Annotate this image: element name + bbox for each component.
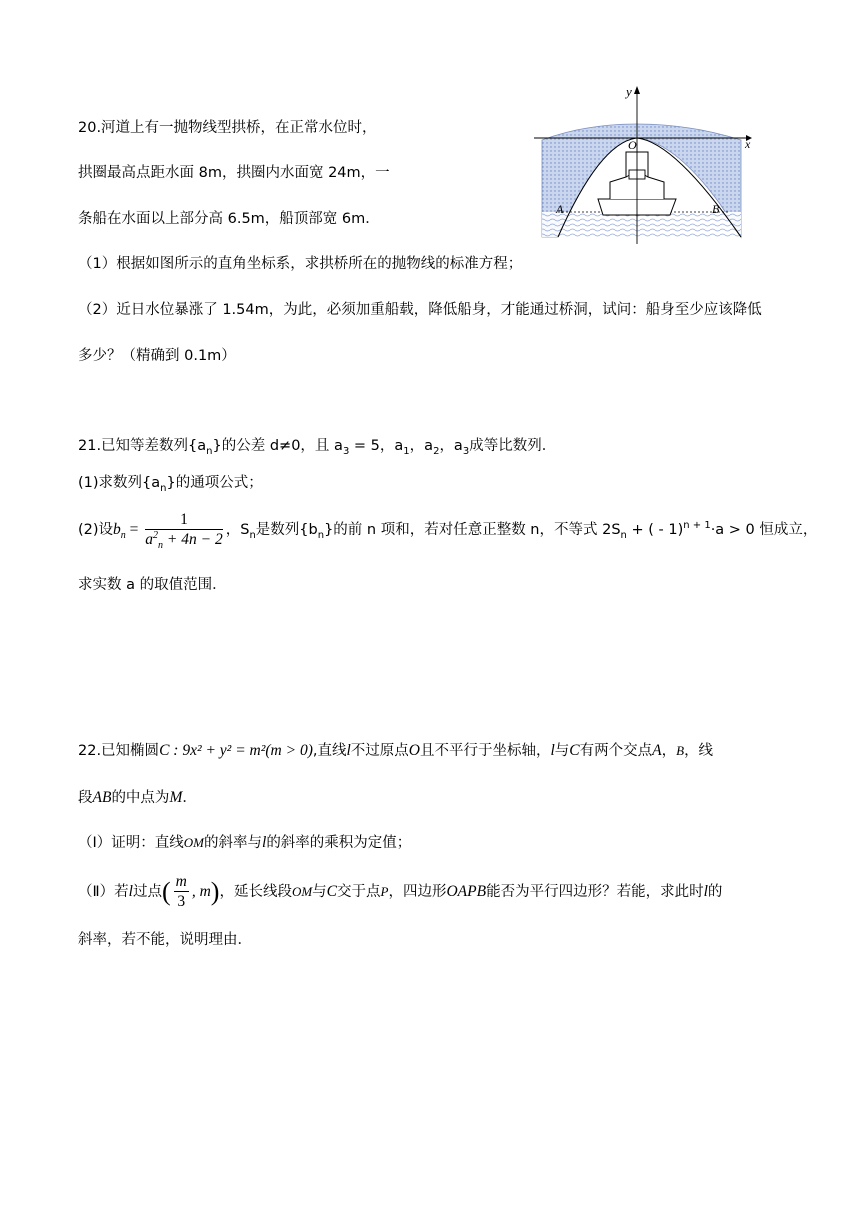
q22-line1: 22.已知椭圆C : 9x² + y² = m²(m > 0),直线l不过原点O且不平行于坐标轴，l与C有两个交点A，B，线: [78, 742, 714, 759]
q20-part1: （1）根据如图所示的直角坐标系，求拱桥所在的抛物线的标准方程；: [78, 256, 523, 272]
q22-part2: （Ⅱ）若l过点( $\frac{m}{3}$ , m)，延长线段OM与C交于点P，四边形OAPB能否为平行四边形？若能，求此时l的: [78, 872, 723, 910]
q20-line3: 条船在水面以上部分高 6.5m，船顶部宽 6m．: [78, 211, 380, 227]
arch-bridge-figure: [530, 82, 760, 247]
label-y: y: [626, 84, 632, 99]
fraction-m-over-3: $\frac{m}{3}$: [175, 872, 187, 910]
q22-part1: （Ⅰ）证明：直线OM的斜率与l的斜率的乘积为定值；: [78, 834, 412, 851]
q20-line1: 20.河道上有一抛物线型拱桥，在正常水位时，: [78, 120, 377, 136]
q20-part2-line1: （2）近日水位暴涨了 1.54m，为此，必须加重船载，降低船身，才能通过桥洞，试问：船身至少应该降低: [78, 302, 762, 318]
q21-line4: 求实数 a 的取值范围．: [78, 577, 227, 593]
q21-part1: (1)求数列$\{a_n\}$的通项公式；: [78, 475, 263, 494]
label-b: B: [712, 202, 720, 216]
label-origin: O: [628, 138, 637, 152]
b-n: $b_n$: [113, 521, 126, 542]
q21-part2: (2)设$b_n$ = $\frac{1}{a^2_n + 4n - 2}$ ，$S_n$是数列$\{b_n\}$的前 n 项和，若对任意正整数 n，不等式 $2S_n$ + ( - 1)$^{n + 1}$·a > 0 恒成立，: [78, 510, 818, 551]
fraction-bn: $\frac{1}{a^2_n + 4n - 2}$: [145, 510, 223, 551]
label-x: x: [745, 137, 751, 151]
q20-part2-line2: 多少？（精确到 0.1m）: [78, 348, 236, 364]
q22-line2: 段AB的中点为M．: [78, 789, 197, 806]
label-a: A: [556, 202, 564, 216]
q21-line1: 21.已知等差数列$\{a_n\}$的公差 d≠0，且 $a_3 = 5$，$a_1$，$a_2$，$a_3$成等比数列．: [78, 438, 557, 457]
q22-line-last: 斜率，若不能，说明理由．: [78, 932, 252, 948]
q20-line2: 拱圈最高点距水面 8m，拱圈内水面宽 24m，一: [78, 165, 390, 181]
